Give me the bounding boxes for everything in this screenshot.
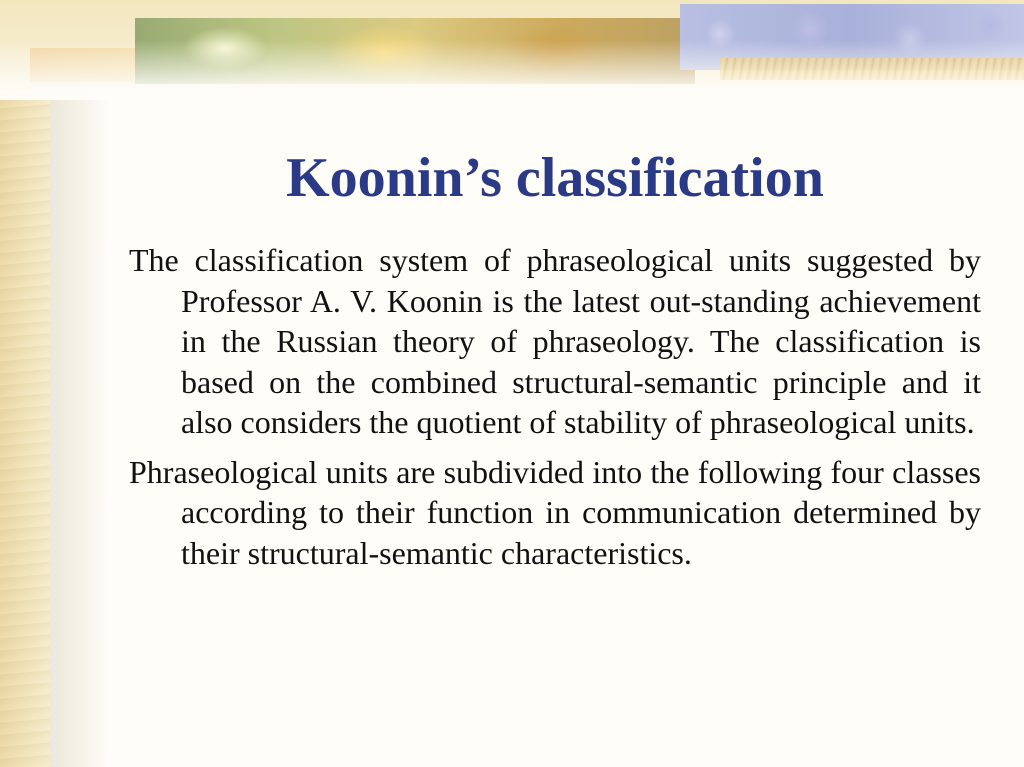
header-banner xyxy=(0,0,1024,88)
slide-title: Koonin’s classification xyxy=(286,147,824,209)
parchment-strip xyxy=(0,0,50,767)
paragraph-1: The classification system of phraseological units suggested by Professor A. V. Koonin is the latest out-standing achievement in the Russian theory of phraseology. The classification is based on the combined structural-semantic principle and it also considers the quotient of stability of phraseological units. xyxy=(129,242,981,440)
paragraph-2: Phraseological units are subdivided into the following four classes according to their function in communication determined by their structural-semantic characteristics. xyxy=(129,453,981,571)
banner-fade xyxy=(0,40,1024,100)
slide-body xyxy=(129,240,981,582)
page-shadow xyxy=(50,0,110,767)
